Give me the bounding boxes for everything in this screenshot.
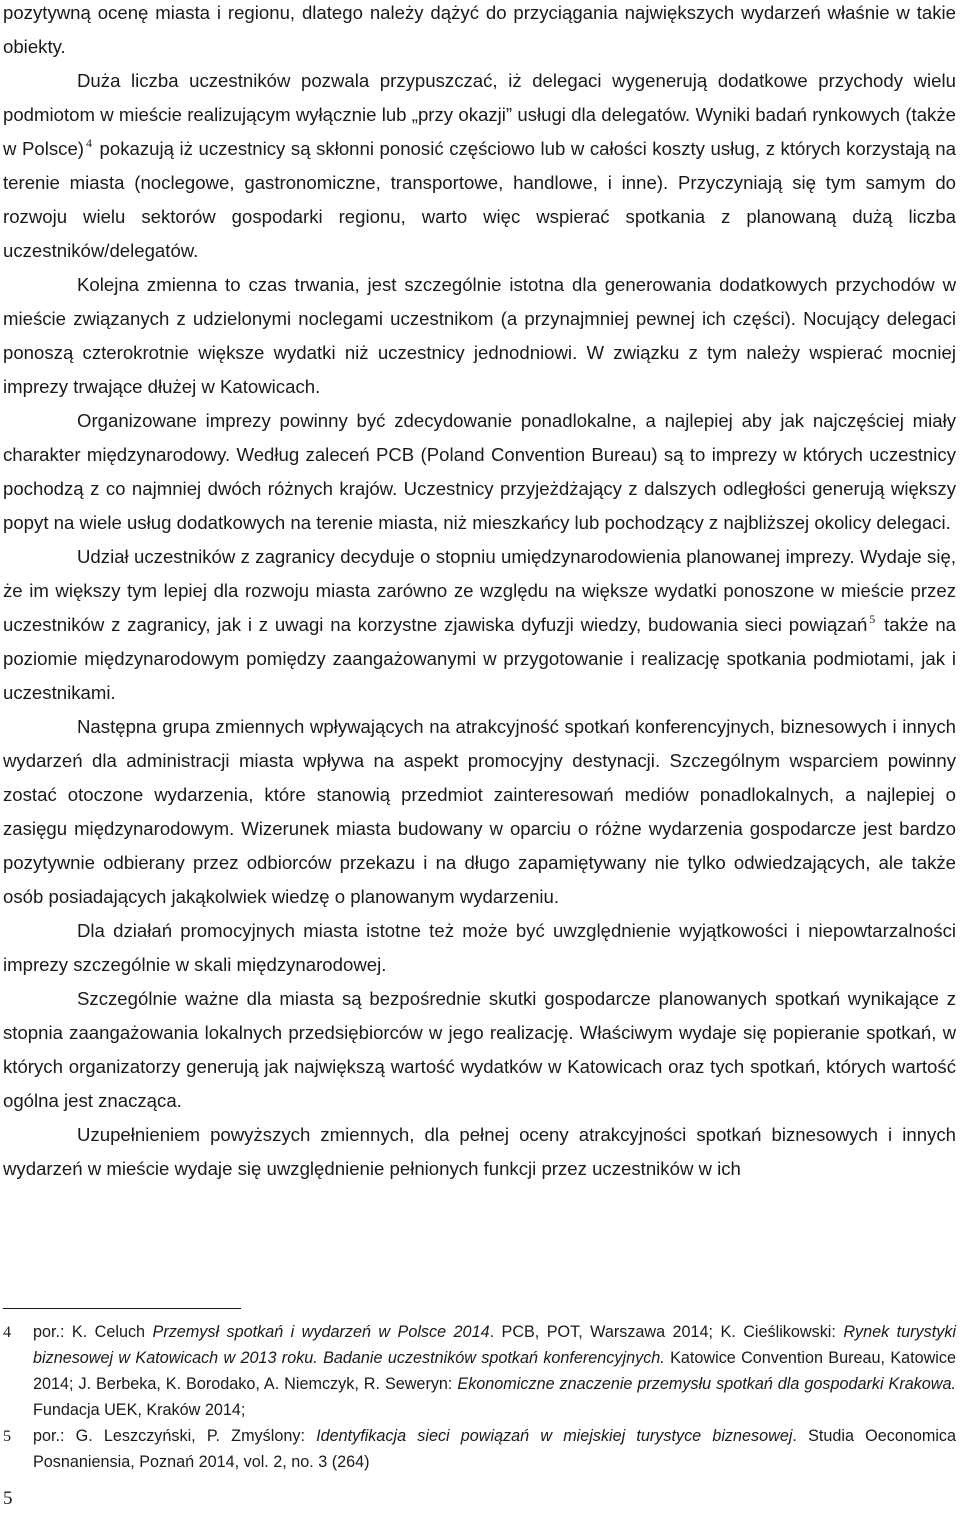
footnote-ref-5: 5 — [869, 612, 876, 626]
paragraph: Szczególnie ważne dla miasta są bezpośrednie skutki gospodarcze planowanych spotkań wynikające z stopnia zaangażowania lokalnych przedsiębiorców w jego realizację. Właściwym wydaje się popieranie spotkań, w których organizatorzy generują jak największą wartość wydatków w Katowicach oraz tych spotkań, których wartość ogólna jest znacząca. — [3, 988, 956, 1111]
footnotes — [3, 1319, 956, 1475]
paragraph — [3, 64, 956, 268]
footnote-title: Identyfikacja sieci powiązań w miejskiej turystyce biznesowej — [316, 1427, 793, 1445]
paragraph-text: Duża liczba uczestników pozwala przypuszczać, iż delegaci wygenerują dodatkowe przychody wielu podmiotom w mieście realizującym wyłącznie lub „przy okazji” usługi dla delegatów. Wyniki badań rynkowych (także w Polsce) — [3, 70, 956, 159]
paragraph: Dla działań promocyjnych miasta istotne też może być uwzględnienie wyjątkowości i niepowtarzalności imprezy szczególnie w skali międzynarodowej. — [3, 920, 956, 975]
footnote-number: 5 — [3, 1427, 12, 1445]
paragraph: pozytywną ocenę miasta i regionu, dlatego należy dążyć do przyciągania największych wydarzeń właśnie w takie obiekty. — [3, 2, 956, 57]
footnote-title: Przemysł spotkań i wydarzeń w Polsce 2014 — [152, 1323, 490, 1341]
footnote-segment: . PCB, POT, Warszawa 2014; K. Cieślikowski: — [489, 1323, 844, 1341]
footnote-segment: por.: K. Celuch — [33, 1323, 153, 1341]
footnote-separator — [3, 1308, 241, 1309]
footnote-5 — [3, 1423, 956, 1475]
paragraph: Uzupełnieniem powyższych zmiennych, dla pełnej oceny atrakcyjności spotkań biznesowych i innych wydarzeń w mieście wydaje się uwzględnienie pełnionych funkcji przez uczestników w ich — [3, 1124, 956, 1179]
paragraph — [3, 540, 956, 710]
paragraph: Organizowane imprezy powinny być zdecydowanie ponadlokalne, a najlepiej aby jak najczęściej miały charakter międzynarodowy. Według zaleceń PCB (Poland Convention Bureau) są to imprezy w których uczestnicy pochodzą z co najmniej dwóch różnych krajów. Uczestnicy przyjeżdżający z dalszych odległości generują większy popyt na wiele usług dodatkowych na terenie miasta, niż mieszkańcy lub pochodzący z najbliższej okolicy delegaci. — [3, 410, 956, 533]
footnote-segment: por.: G. Leszczyński, P. Zmyślony: — [33, 1427, 317, 1445]
footnote-segment: . Studia Oeconomica Posnaniensia, Poznań 2014, vol. 2, no. 3 (264) — [33, 1427, 957, 1471]
paragraph-text: także na poziomie międzynarodowym pomiędzy zaangażowanymi w przygotowanie i realizację spotkania podmiotami, jak i uczestnikami. — [3, 614, 956, 703]
paragraph-text: pokazują iż uczestnicy są skłonni ponosić częściowo lub w całości koszty usług, z których korzystają na terenie miasta (noclegowe, gastronomiczne, transportowe, handlowe, i inne). Przyczyniają się tym samym do rozwoju wielu sektorów gospodarki regionu, warto więc wspierać spotkania z planowaną dużą liczba uczestników/delegatów. — [3, 138, 956, 261]
paragraph: Następna grupa zmiennych wpływających na atrakcyjność spotkań konferencyjnych, biznesowych i innych wydarzeń dla administracji miasta wpływa na aspekt promocyjny destynacji. Szczególnym wsparciem powinny zostać otoczone wydarzenia, które stanowią przedmiot zainteresowań mediów ponadlokalnych, a najlepiej o zasięgu międzynarodowym. Wizerunek miasta budowany w oparciu o różne wydarzenia gospodarcze jest bardzo pozytywnie odbierany przez odbiorców przekazu i na długo zapamiętywany nie tylko odwiedzających, ale także osób posiadających jakąkolwiek wiedzę o planowanym wydarzeniu. — [3, 716, 956, 907]
footnote-segment: Fundacja UEK, Kraków 2014; — [33, 1401, 246, 1419]
body-text — [3, 0, 956, 1186]
footnote-text — [33, 1319, 956, 1423]
footnote-text — [33, 1423, 956, 1475]
paragraph: Kolejna zmienna to czas trwania, jest szczególnie istotna dla generowania dodatkowych przychodów w mieście związanych z udzielonymi noclegami uczestnikom (a przynajmniej pewnej ich części). Nocujący delegaci ponoszą czterokrotnie większe wydatki niż uczestnicy jednodniowi. W związku z tym należy wspierać mocniej imprezy trwające dłużej w Katowicach. — [3, 274, 956, 397]
footnote-title: Rynek turystyki biznesowej w Katowicach w 2013 roku. Badanie uczestników spotkań konferencyjnych. — [33, 1323, 957, 1367]
page-number: 5 — [3, 1488, 13, 1509]
paragraph-text: Udział uczestników z zagranicy decyduje o stopniu umiędzynarodowienia planowanej imprezy. Wydaje się, że im większy tym lepiej dla rozwoju miasta zarówno ze względu na większe wydatki ponoszone w mieście przez uczestników z zagranicy, jak i z uwagi na korzystne zjawiska dyfuzji wiedzy, budowania sieci powiązań — [3, 546, 956, 635]
footnote-ref-4: 4 — [86, 136, 92, 150]
footnote-segment: Katowice Convention Bureau, Katowice 2014; J. Berbeka, K. Borodako, A. Niemczyk, R. Seweryn: — [33, 1349, 956, 1393]
footnote-4 — [3, 1319, 956, 1423]
footnote-number: 4 — [3, 1323, 12, 1341]
footnote-title: Ekonomiczne znaczenie przemysłu spotkań dla gospodarki Krakowa. — [457, 1375, 956, 1393]
